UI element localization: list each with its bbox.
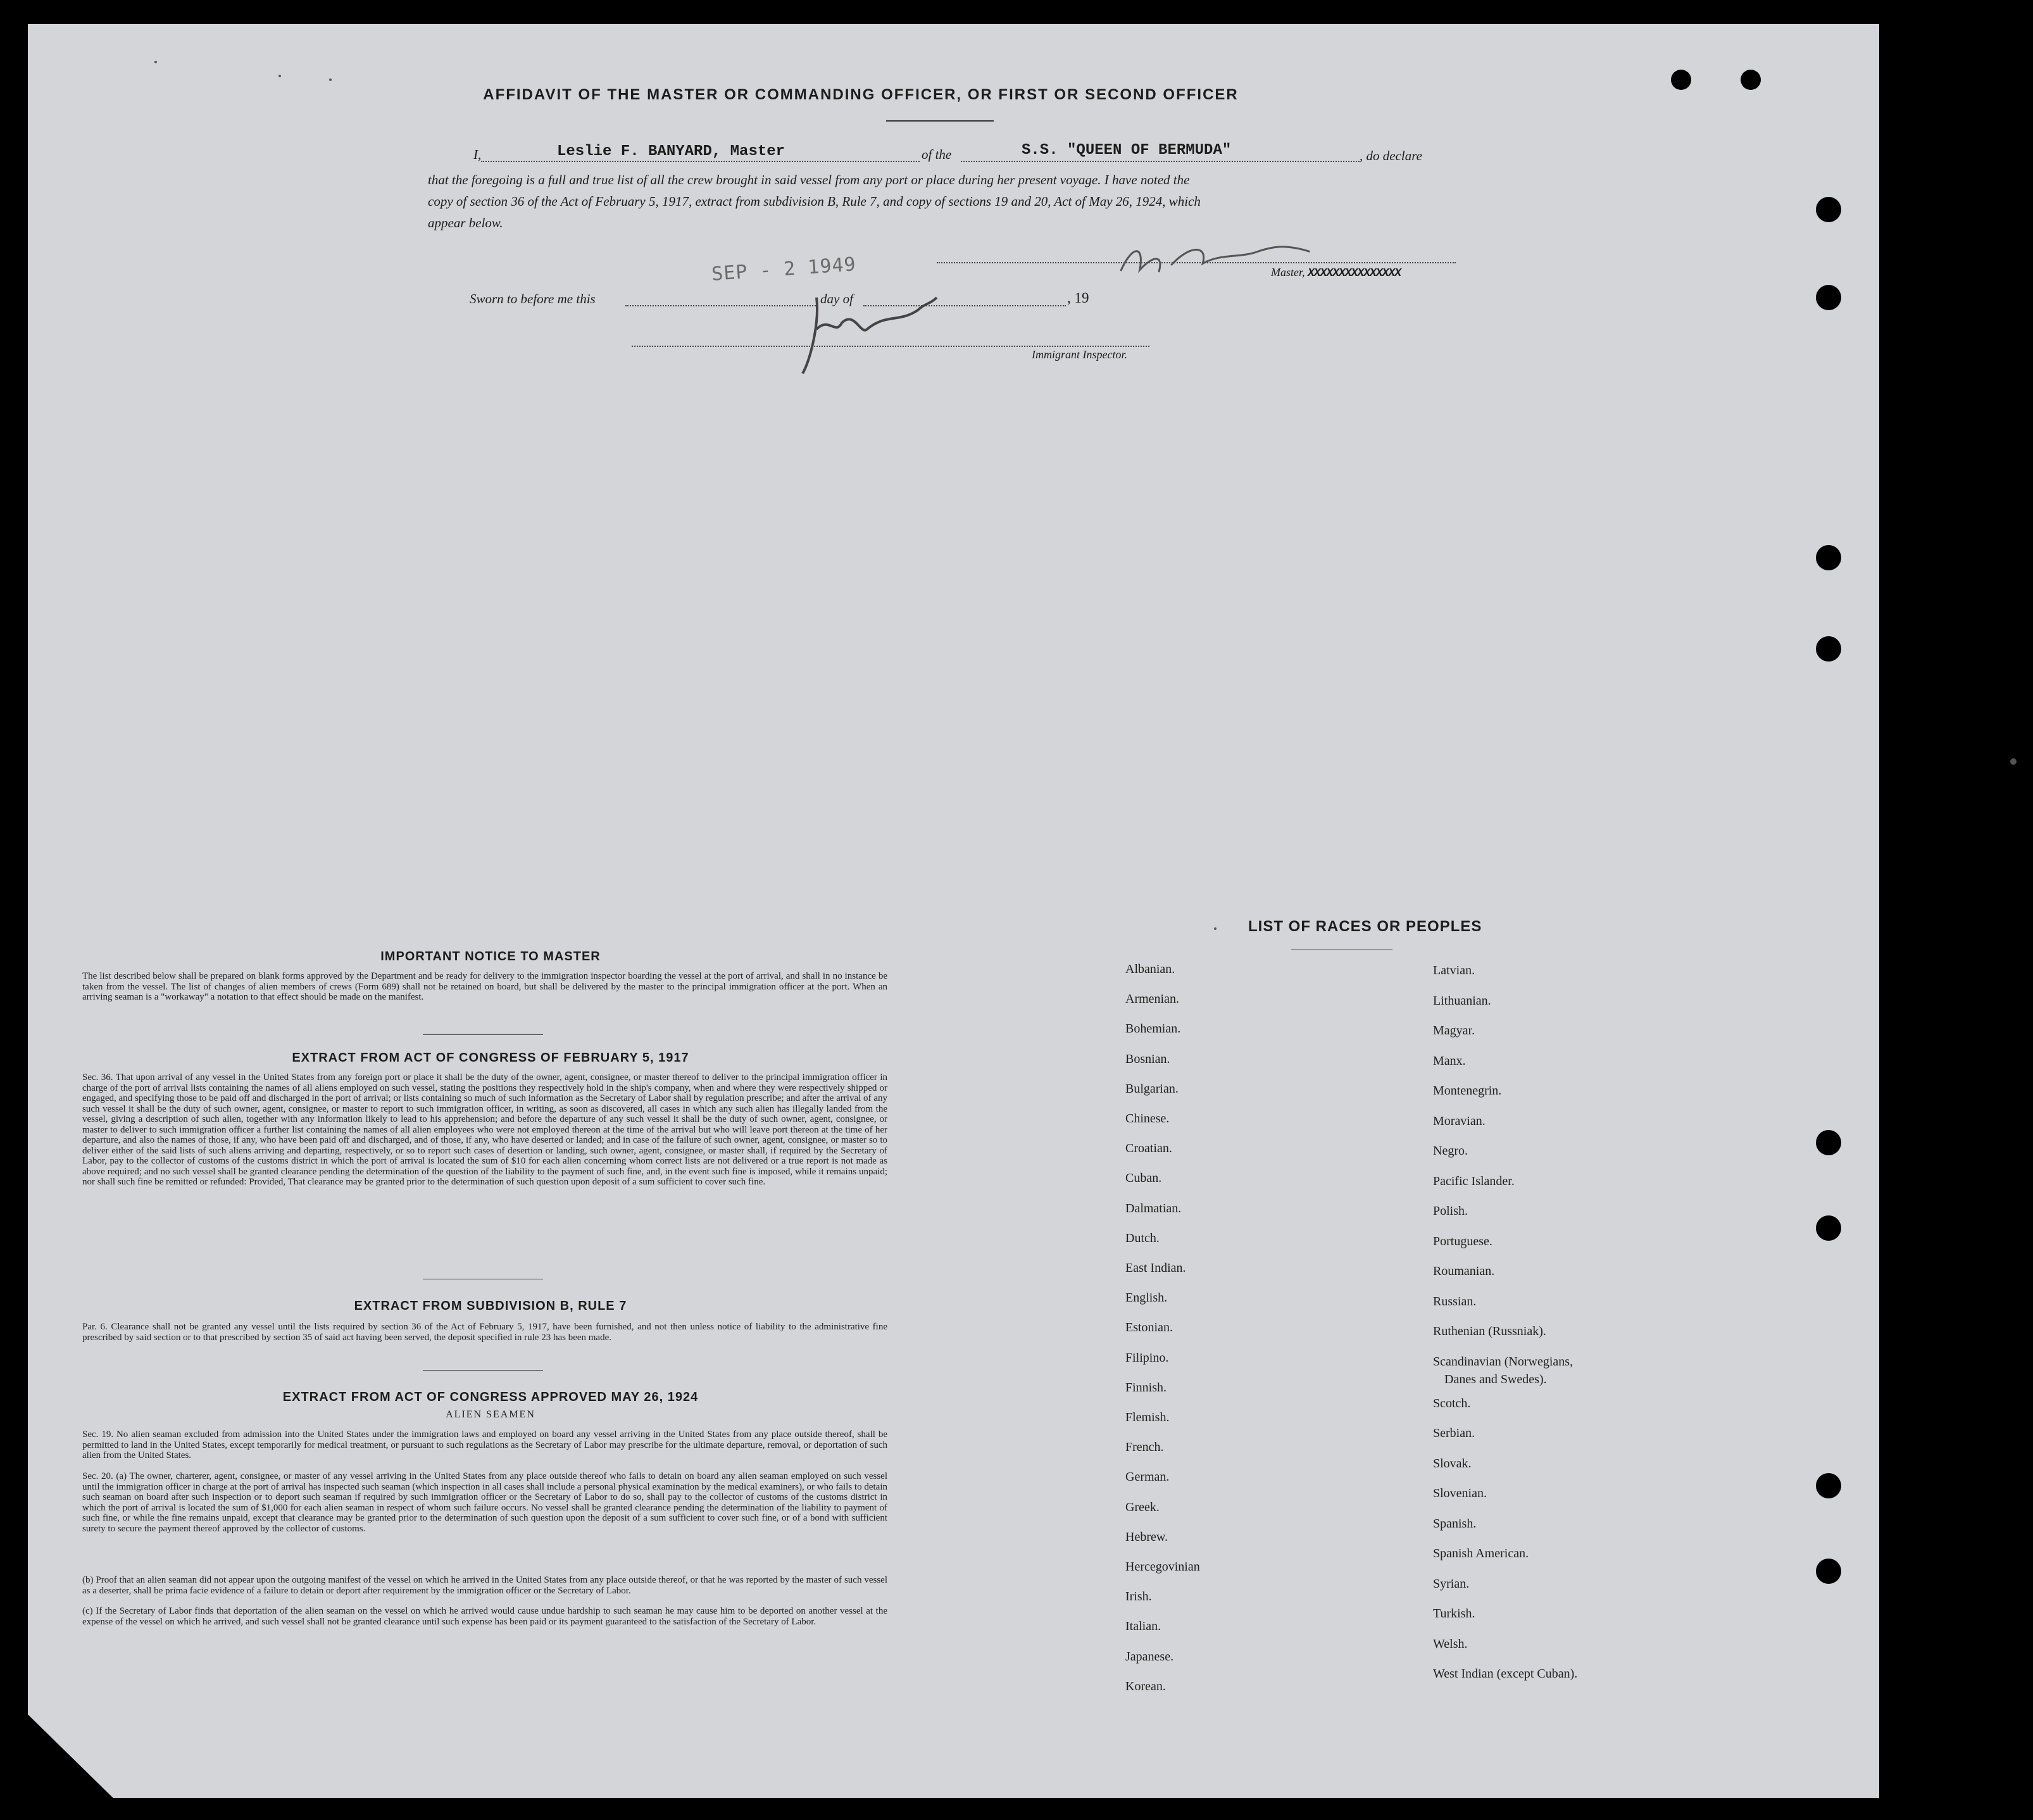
extract-1917-body: Sec. 36. That upon arrival of any vessel in the United States from any foreign port or place it shall be the duty of the owner, agent, consignee, or master thereof to deliver to the principal immigration officer in charge of the port of arrival lists containing the names of all aliens employed on such vessel, stating the positions they respectively hold in the ship's company, when and where they were respectively shipped or engaged, and specifying those to be paid off and discharged in the port of arrival; or lists containing so much of such information as the Secretary of Labor shall by regulation prescribe; and after the arrival of any such vessel it shall be the duty of such owner, agent, consignee, or master to report to such immigration officer, in writing, as soon as discovered, all cases in which any such alien has illegally landed from the vessel, giving a description of such alien, together with any information likely to lead to his apprehension; and before the departure of any such vessel it shall be the duty of such owner, agent, consignee, or master to deliver to such immigration officer a further list containing the names of all alien employees who were not employed thereon at the time of the arrival but who will leave port thereon at the time of her departure, and also the names of those, if any, who have been paid off and discharged, and of those, if any, who have deserted or landed; and in case of the failure of such owner, agent, consignee, or master so to deliver either of the said lists of such aliens arriving and departing, respectively, or so to report such cases of desertion or landing, such owner, agent, consignee, or master shall, if required by the Secretary of Labor, pay to the collector of customs of the customs district in which the port of arrival is located the sum of $10 for each alien concerning whom correct lists are not delivered or a true report is not made as above required; and no such vessel shall be granted clearance pending the determination of the question of the liability to the payment of such fine, and, in the event such fine is imposed, while it remains unpaid; nor shall such fine be remitted or refunded: Provided, That clearance may be granted prior to the determination of such question upon deposit of a sum sufficient to cover such fine. [82,1072,887,1187]
race-item: Greek. [1125,1500,1160,1514]
race-item: Cuban. [1125,1171,1162,1186]
race-item: Flemish. [1125,1410,1170,1424]
affidavit-text-line: copy of section 36 of the Act of February 5, 1917, extract from subdivision B, Rule 7, and copy of sections 19 and 20, Act of May 26, 1924, which [428,194,1201,209]
master-label [1271,266,1401,280]
race-item: Welsh. [1433,1636,1468,1651]
race-item: Armenian. [1125,992,1179,1007]
race-item: Slovenian. [1433,1486,1487,1500]
punch-hole [1816,1473,1841,1498]
race-item: Bulgarian. [1125,1081,1179,1096]
dotted-line [961,161,1360,162]
race-item: Portuguese. [1433,1234,1492,1248]
race-item: Scandinavian (Norwegians, [1433,1354,1573,1369]
label-i: I, [473,147,482,162]
race-item: Italian. [1125,1619,1161,1634]
dotted-line [481,161,920,162]
divider [886,120,994,122]
race-item: Irish. [1125,1590,1152,1604]
master-name-field: Leslie F. BANYARD, Master [557,143,785,160]
inspector-signature [791,285,943,382]
race-item: Moravian. [1433,1114,1486,1128]
punch-hole [1816,1130,1841,1155]
date-stamp: SEP - 2 1949 [711,253,857,286]
race-item: Serbian. [1433,1426,1475,1440]
extract-1924-sec20b: (b) Proof that an alien seaman did not appear upon the outgoing manifest of the vessel on which he arrived in the United States from any place outside thereof, or that he was reported by the master of such vessel as a deserter, shall be prima facie evidence of a failure to detain or deport after requirement by the immigration officer or the Secretary of Labor. [82,1575,887,1596]
punch-hole [1816,545,1841,570]
race-item: Spanish. [1433,1516,1477,1531]
race-item: Croatian. [1125,1141,1172,1156]
race-item: Dalmatian. [1125,1201,1182,1215]
signature-scribble [791,285,943,380]
race-item: Hercegovinian [1125,1560,1200,1574]
day-of-label: day of [820,291,853,306]
race-item: Lithuanian. [1433,993,1491,1008]
extract-1924-sec20a: Sec. 20. (a) The owner, charterer, agent, consignee, or master of any vessel arriving in the United States from any place outside thereof who fails to detain on board any alien seaman employed on such vessel until the immigration officer in charge at the port of arrival has inspected such seaman (which inspection in all cases shall include a personal physical examination by the medical examiners), or who fails to detain such seaman on board after such inspection or to deport such seaman if required by such immigration officer or the Secretary of Labor to do so, shall pay to the collector of customs of the customs district in which the port of arrival is located the sum of $1,000 for each alien seaman in respect of whom such failure occurs. No vessel shall be granted clearance pending the determination of the liability to payment of such fine, or while the fine remains unpaid, except that clearance may be granted prior to the determination of such question upon the deposit of a sum sufficient to cover such fine, or of a bond with sufficient surety to secure the payment thereof approved by the collector of customs. [82,1471,887,1534]
extract-rule7-body: Par. 6. Clearance shall not be granted any vessel until the lists required by section 36 of the Act of February 5, 1917, have been furnished, and not then unless notice of liability to the administrative fine prescribed by said section or to that prescribed by section 35 of said act having been served, the deposit specified in rule 23 has been made. [82,1322,887,1343]
race-item: Finnish. [1125,1380,1167,1395]
race-item: Latvian. [1433,963,1475,977]
race-item: Syrian. [1433,1576,1470,1591]
race-item: East Indian. [1125,1261,1186,1275]
master-label-text: Master, [1271,266,1305,279]
race-item: Ruthenian (Russniak). [1433,1324,1546,1338]
race-item: Spanish American. [1433,1547,1529,1560]
race-item: Bohemian. [1125,1022,1181,1036]
notice-heading: IMPORTANT NOTICE TO MASTER [380,950,601,963]
master-signature [1113,229,1324,291]
race-item: Chinese. [1125,1112,1170,1126]
punch-hole [1816,197,1841,222]
label-of-the: of the [922,147,952,162]
race-item: Slovak. [1433,1456,1472,1471]
extract-1924-heading: EXTRACT FROM ACT OF CONGRESS APPROVED MAY 26, 1924 [282,1390,699,1404]
extract-1917-heading: EXTRACT FROM ACT OF CONGRESS OF FEBRUARY 5, 1917 [292,1051,689,1065]
punch-hole [1671,70,1691,90]
race-item: Roumanian. [1433,1264,1495,1278]
punch-hole [1741,70,1761,90]
vessel-name-field: S.S. "QUEEN OF BERMUDA" [1022,142,1232,159]
race-item: Turkish. [1433,1607,1475,1621]
race-item: Montenegrin. [1433,1084,1502,1098]
race-item: West Indian (except Cuban). [1433,1667,1578,1681]
scan-speck [329,78,332,81]
master-struck-text: XXXXXXXXXXXXXXX [1308,267,1401,280]
race-item: German. [1125,1470,1170,1484]
inspector-label: Immigrant Inspector. [1032,348,1127,361]
race-item-continuation: Danes and Swedes). [1444,1372,1547,1386]
punch-hole [1816,285,1841,310]
race-item: Estonian. [1125,1321,1173,1335]
affidavit-text-line: that the foregoing is a full and true list of all the crew brought in said vessel from any port or place during her present voyage. I have noted the [428,172,1190,187]
notice-body: The list described below shall be prepared on blank forms approved by the Department and be ready for delivery to the immigration inspector boarding the vessel at the port of arrival, and shall in no instance be taken from the vessel. The list of changes of alien members of crews (Form 689) shall not be retained on board, but shall be delivered by the master to the principal immigration officer at the port. When an arriving seaman is a "workaway" a notation to that effect should be made on the manifest. [82,971,887,1002]
sworn-label: Sworn to before me this [470,291,596,306]
extract-1924-sec19: Sec. 19. No alien seaman excluded from admission into the United States under the immigration laws and employed on board any vessel arriving in the United States from any place outside thereof, shall be permitted to land in the United States, except temporarily for medical treatment, or pursuant to such regulations as the Secretary of Labor may prescribe for the ultimate departure, removal, or deportation of such alien from the United States. [82,1429,887,1460]
punch-hole [1816,1559,1841,1584]
race-item: Negro. [1433,1144,1468,1158]
scan-speck [2010,758,2017,765]
race-item: Magyar. [1433,1024,1475,1038]
scan-speck [1214,927,1217,930]
divider [423,1034,543,1035]
race-item: English. [1125,1291,1168,1305]
race-item: Hebrew. [1125,1529,1168,1544]
race-item: Filipino. [1125,1350,1169,1365]
race-item: French. [1125,1440,1164,1455]
label-do-declare: , do declare [1360,148,1422,163]
punch-hole [1816,636,1841,662]
race-item: Polish. [1433,1204,1468,1218]
dotted-line [625,305,818,306]
race-item: Scotch. [1433,1396,1471,1410]
punch-hole [1816,1215,1841,1241]
extract-rule7-heading: EXTRACT FROM SUBDIVISION B, RULE 7 [354,1299,627,1313]
scan-speck [278,75,281,77]
year-label: , 19 [1067,290,1089,306]
affidavit-text-line: appear below. [428,215,503,230]
alien-seamen-subheading: ALIEN SEAMEN [446,1409,535,1420]
race-item: Japanese. [1125,1649,1174,1664]
race-item: Albanian. [1125,962,1175,976]
race-item: Manx. [1433,1053,1466,1068]
race-item: Korean. [1125,1679,1166,1693]
race-item: Russian. [1433,1294,1477,1309]
scan-speck [154,61,157,63]
extract-1924-sec20c: (c) If the Secretary of Labor finds that deportation of the alien seaman on the vessel on which he arrived would cause undue hardship to such seaman he may cause him to be deported on another vessel at the expense of the vessel on which he arrived, and such vessel shall not be granted clearance until such expense has been paid or its payment guaranteed to the satisfaction of the Secretary of Labor. [82,1606,887,1627]
race-item: Dutch. [1125,1231,1160,1245]
race-item: Pacific Islander. [1433,1174,1515,1188]
divider [423,1370,543,1371]
races-heading: LIST OF RACES OR PEOPLES [1248,918,1482,935]
race-item: Bosnian. [1125,1051,1170,1066]
affidavit-heading: AFFIDAVIT OF THE MASTER OR COMMANDING OFFICER, OR FIRST OR SECOND OFFICER [483,86,1239,103]
